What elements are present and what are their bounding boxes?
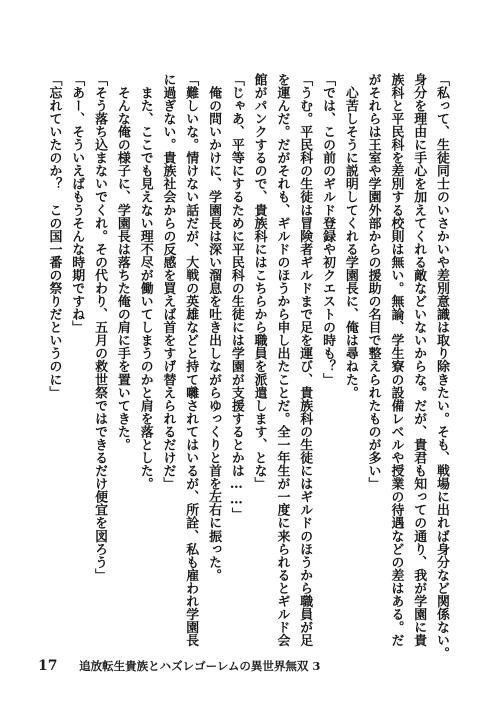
body-text [42,73,452,660]
text-line: がそれらは王室や学園外部からの援助の名目で整えられたものが多い」 [365,73,381,491]
text-line: 身分を理由に手心を加えてくれる敵などいないからな。だが、貴君も知っての通り、我が学園に貴 [411,73,427,647]
text-line: 「難しいな。情けない話だが、大戦の英雄などと持て囃されてはいるが、所詮、私も雇われ学園長 [183,73,199,647]
text-line: に過ぎない。貴族社会からの反感を買えば首をすげ替えられるだけだ」 [160,73,176,491]
page-footer [38,655,320,673]
page-number: 17 [38,658,58,674]
running-title: 追放転生貴族とハズレゴーレムの異世界無双 3 [79,659,321,673]
text-line: 「そう落ち込まないでくれ。その代わり、五月の救世祭ではできるだけ便宜を図ろう」 [92,73,108,582]
text-line: そんな俺の様子に、学園長は落ちた俺の肩に手を置いてきた。 [114,73,130,452]
text-line: 「私って、生徒同士のいさかいや差別意識は取り除きたい。そも、戦場に出れば身分など関係ない。 [434,73,449,660]
text-line: 心苦しそうに説明してくれる学園長に、俺は尋ねた。 [342,73,358,399]
text-line: 「じゃあ、平等にするために平民科の生徒には学園が支援するとかは……」 [228,73,244,521]
text-line: 族科と平民科を差別する校則は無い。無論、学生寮の設備レベルや授業の待遇などの差はある。だ [388,73,404,647]
text-line: 俺の問いかけに、学園長は深い溜息を吐き出しながらゆっくりと首を左右に振った。 [206,73,222,582]
text-line: 「忘れていたのか？ この国一番の祭りだというのに」 [46,73,62,399]
text-line: を運んだ。だがそれも、ギルドのほうから申し出たことだ。全一年生が一度に来られるとギルド会 [274,73,290,647]
text-line: 「では、この前のギルド登録や初クエストの時も？」 [320,73,336,386]
text-line: また、ここでも見えない理不尽が働いてしまうのかと肩を落とした。 [137,73,153,491]
text-line: 「あー、そういえばもうそんな時期ですね」 [69,73,85,334]
text-line: 館がパンクするので、貴族科にはこちらから職員を派遣します、とな」 [251,73,267,491]
text-line: 「うむ。平民科の生徒は冒険者ギルドまで足を運び、貴族科の生徒にはギルドのほうから職員が足 [297,73,313,647]
